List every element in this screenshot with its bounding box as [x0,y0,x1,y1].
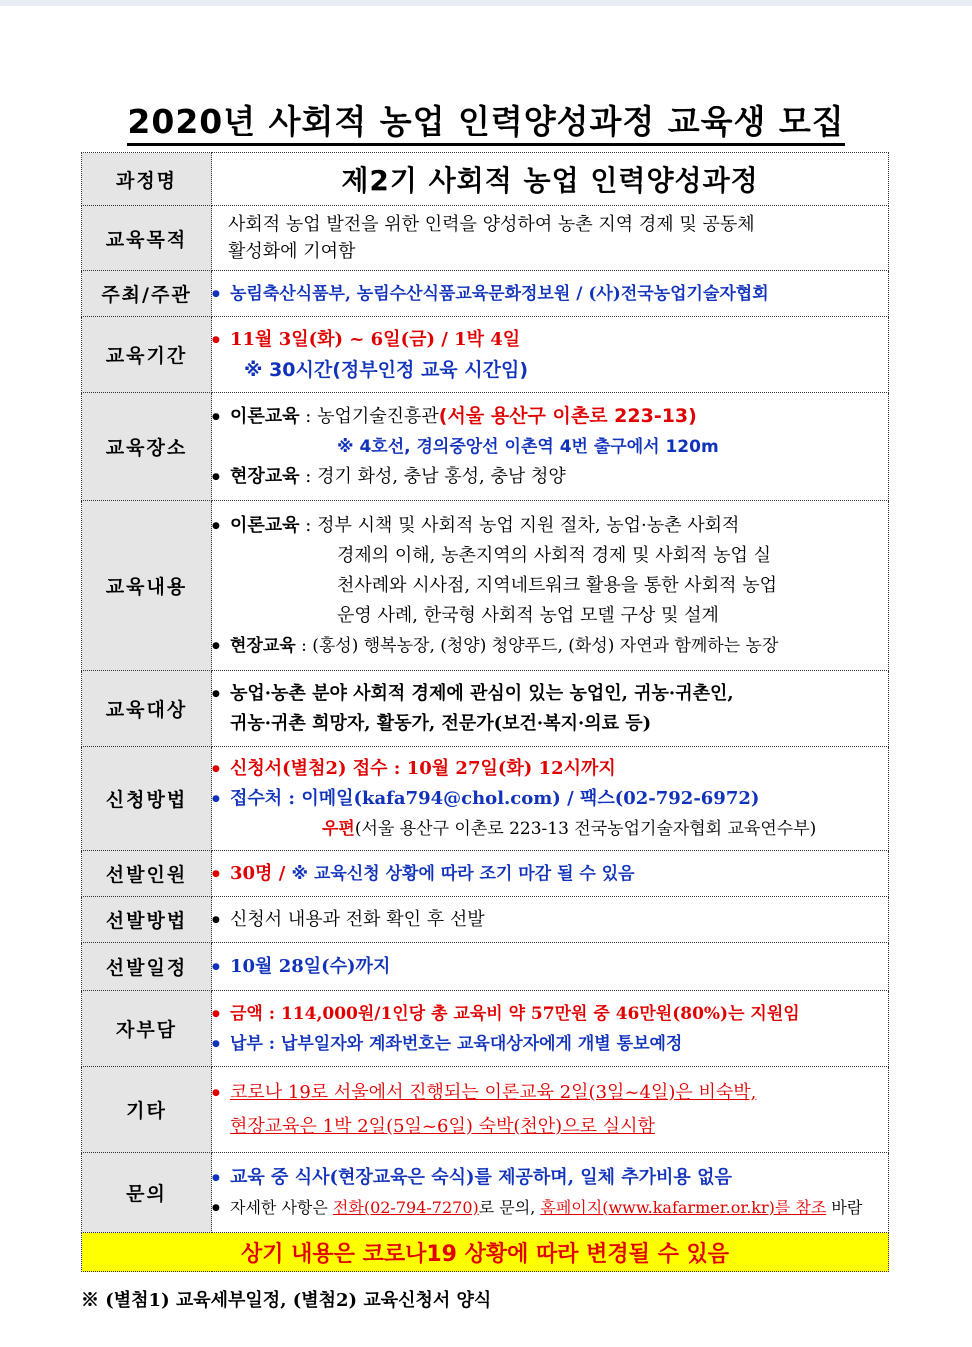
row-method [82,897,889,943]
row-place [82,393,889,501]
purpose-line: 활성화에 기여함 [228,241,356,262]
row-notice [82,1233,889,1272]
row-schedule [82,943,889,991]
content-theory-line: 경제의 이해, 농촌지역의 사회적 경제 및 사회적 농업 실 [337,544,772,566]
quota-content [212,851,889,897]
schedule-content [212,943,889,991]
bullet-icon [212,679,230,709]
notice-banner: 상기 내용은 코로나19 상황에 따라 변경될 수 있음 [82,1233,889,1272]
bullet-icon [212,279,230,309]
bullet-icon [212,952,230,982]
purpose-content [212,206,889,271]
contact-phone: 전화(02-794-7270) [332,1197,479,1217]
info-table [81,152,889,1272]
bullet-icon [212,905,230,935]
label-period: 교육기간 [82,317,212,393]
bullet-icon [212,325,230,355]
row-quota [82,851,889,897]
target-line: 귀농·귀촌 희망자, 활동가, 전문가(보건·복지·의료 등) [230,712,652,734]
bullet-icon [212,1076,230,1110]
period-dates: 11월 3일(화) ~ 6일(금) / 1박 4일 [230,328,521,350]
contact-line: 교육 중 식사(현장교육은 숙식)를 제공하며, 일체 추가비용 없음 [230,1166,732,1188]
content-theory-label: 이론교육 [230,514,300,536]
apply-content [212,747,889,851]
apply-email-fax: 접수처 : 이메일(kafa794@chol.com) / 팩스(02-792-6972) [230,787,760,809]
label-etc: 기타 [82,1067,212,1153]
contact-homepage: 홈페이지(www.kafarmer.or.kr)를 참조 [540,1197,827,1217]
place-theory-addr: (서울 용산구 이촌로 223-13) [438,405,697,427]
label-host: 주최/주관 [82,271,212,317]
label-quota: 선발인원 [82,851,212,897]
schedule-value: 10월 28일(수)까지 [230,955,391,977]
apply-deadline: 신청서(별첨2) 접수 : 10월 27일(화) 12시까지 [230,757,616,779]
place-theory-note: ※ 4호선, 경의중앙선 이촌역 4번 출구에서 120m [337,437,719,457]
method-content [212,897,889,943]
label-apply: 신청방법 [82,747,212,851]
place-theory-sep: : 농업기술진흥관 [299,406,439,427]
label-course: 과정명 [82,153,212,206]
bullet-icon [212,1193,230,1223]
etc-line: 코로나 19로 서울에서 진행되는 이론교육 2일(3일~4일)은 비숙박, [230,1081,757,1103]
page-title: 2020년 사회적 농업 인력양성과정 교육생 모집 [0,96,972,143]
row-contact [82,1153,889,1233]
label-contact: 문의 [82,1153,212,1233]
place-content [212,393,889,501]
label-place: 교육장소 [82,393,212,501]
row-period [82,317,889,393]
fee-payment: 납부 : 납부일자와 계좌번호는 교육대상자에게 개별 통보예정 [230,1033,683,1054]
period-content [212,317,889,393]
method-value: 신청서 내용과 전화 확인 후 선발 [230,908,485,930]
bullet-icon [212,402,230,432]
label-method: 선발방법 [82,897,212,943]
quota-count: 30명 / [230,862,292,884]
label-fee: 자부담 [82,991,212,1067]
apply-mail-label: 우편 [322,818,355,839]
bullet-icon [212,859,230,889]
contact-content [212,1153,889,1233]
quota-note: ※ 교육신청 상황에 따라 조기 마감 될 수 있음 [291,863,635,884]
bullet-icon [212,511,230,541]
bullet-icon [212,1163,230,1193]
target-line: 농업·농촌 분야 사회적 경제에 관심이 있는 농업인, 귀농·귀촌인, [230,682,734,704]
row-purpose [82,206,889,271]
bullet-icon [212,462,230,492]
contact-text: 자세한 사항은 [230,1197,333,1217]
row-course [82,153,889,206]
etc-line: 현장교육은 1박 2일(5일~6일) 숙박(천안)으로 실시함 [230,1115,655,1137]
contact-text: 바람 [826,1197,863,1217]
content-field-value: : (홍성) 행복농장, (청양) 청양푸드, (화성) 자연과 함께하는 농장 [295,635,779,656]
etc-content [212,1067,889,1153]
fee-amount: 금액 : 114,000원/1인당 총 교육비 약 57만원 중 46만원(80%)는 지원임 [230,1003,800,1024]
row-apply [82,747,889,851]
top-bar [0,0,972,6]
period-hours: ※ 30시간(정부인정 교육 시간임) [244,358,529,381]
label-content: 교육내용 [82,501,212,671]
bullet-icon [212,631,230,661]
host-content [212,271,889,317]
bullet-icon [212,754,230,784]
content-content [212,501,889,671]
row-etc [82,1067,889,1153]
bullet-icon [212,784,230,814]
content-theory-line: 운영 사례, 한국형 사회적 농업 모델 구상 및 설계 [337,604,719,626]
contact-text: 로 문의, [478,1197,541,1217]
label-purpose: 교육목적 [82,206,212,271]
fee-content [212,991,889,1067]
purpose-line: 사회적 농업 발전을 위한 인력을 양성하여 농촌 지역 경제 및 공동체 [228,214,755,235]
course-name: 제2기 사회적 농업 인력양성과정 [212,153,889,206]
content-theory-line: 천사례와 시사점, 지역네트워크 활용을 통한 사회적 농업 [337,574,777,596]
apply-mail-address: (서울 용산구 이촌로 223-13 전국농업기술자협회 교육연수부) [354,818,817,839]
bullet-icon [212,999,230,1029]
place-theory-label: 이론교육 [230,406,300,427]
row-fee [82,991,889,1067]
attachment-note: ※ (별첨1) 교육세부일정, (별첨2) 교육신청서 양식 [81,1290,492,1311]
target-content [212,671,889,747]
place-field-value: : 경기 화성, 충남 홍성, 충남 청양 [299,466,566,487]
label-target: 교육대상 [82,671,212,747]
row-host [82,271,889,317]
label-schedule: 선발일정 [82,943,212,991]
content-field-label: 현장교육 [230,635,296,656]
content-theory-line: : 정부 시책 및 사회적 농업 지원 절차, 농업·농촌 사회적 [299,514,740,536]
row-content [82,501,889,671]
bullet-icon [212,1029,230,1059]
row-target [82,671,889,747]
place-field-label: 현장교육 [230,466,300,487]
host-value: 농림축산식품부, 농림수산식품교육문화정보원 / (사)전국농업기술자협회 [230,283,769,304]
